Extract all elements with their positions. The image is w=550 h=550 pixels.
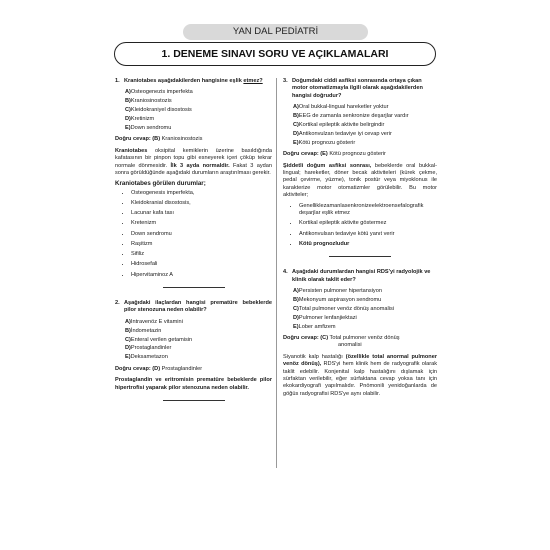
option-key: C) xyxy=(293,305,299,312)
option-text: Kötü prognozu gösterir xyxy=(298,139,356,146)
list-item: • Sifiliz xyxy=(131,251,272,258)
option-text: Mekonyum aspirasyon sendromu xyxy=(298,296,382,303)
option-key: D) xyxy=(293,314,299,321)
option-c xyxy=(283,306,437,313)
separator-rule xyxy=(163,287,225,288)
option-text: Intravenöz E vitamini xyxy=(130,318,183,325)
option-b xyxy=(115,98,272,105)
list-item: • Kortikal epileptik aktivite göstermez xyxy=(299,220,437,227)
option-key: A) xyxy=(125,318,131,325)
answer-label: Doğru cevap: (B) xyxy=(115,136,161,143)
option-e xyxy=(115,354,272,361)
list-item: • Hidrosefali xyxy=(131,261,272,268)
list-item: • Down sendromu xyxy=(131,231,272,238)
option-d xyxy=(115,345,272,352)
question-number: 4. xyxy=(283,269,288,276)
list-item: • Hipervitaminoz A xyxy=(131,272,272,279)
option-key: E) xyxy=(293,323,299,330)
answer-label: Doğru cevap: (D) xyxy=(115,365,161,372)
explanation-emphasis: (özellikle total anormal pulmoner venöz dönüş), xyxy=(283,353,437,368)
separator-rule xyxy=(163,400,225,401)
option-key: A) xyxy=(293,287,299,294)
explanation-text: Siyanotik kalp hastalığı xyxy=(283,353,343,360)
option-b xyxy=(115,328,272,335)
answer xyxy=(115,136,272,143)
option-key: A) xyxy=(125,89,131,96)
option-text: Deksametazon xyxy=(130,354,168,361)
option-c xyxy=(283,122,437,129)
option-key: C) xyxy=(125,107,131,114)
list-item: • Raşitizm xyxy=(131,241,272,248)
explanation-text: RDS'yi hem klinik hem de radyografik olarak taklit edebilir. Konjenital kalp hastalığını dışlamak için sürfaktan verilebilir, eğer sürfaktana cevap yoksa tanı için ekokardiyografi yapılmalıdır. Pnömonili yenidoğanlarda de göğüs radyografisi RDS'ye aynı olabilir. xyxy=(283,361,437,397)
option-c xyxy=(115,337,272,344)
explanation xyxy=(283,354,437,398)
option-text: Kraniosinostozis xyxy=(130,98,172,105)
list-item: • Kretenizm xyxy=(131,220,272,227)
explanation xyxy=(115,148,272,178)
option-key: B) xyxy=(293,113,299,120)
option-key: E) xyxy=(125,125,131,132)
question-text xyxy=(124,78,272,85)
question-text: Doğumdaki ciddi asfiksi sonrasında ortaya çıkan motor otomatizmayla ilgili olarak aşağıdakilerden hangisi doğrudur? xyxy=(292,78,423,99)
answer xyxy=(283,335,437,350)
list-item: • Osteogenesis imperfekta, xyxy=(131,190,272,197)
option-text: Antikonvulzan tedaviye iyi cevap verir xyxy=(298,130,392,137)
option-b xyxy=(283,113,437,120)
option-key: D) xyxy=(125,345,131,352)
answer xyxy=(115,366,272,373)
question-number: 2. xyxy=(115,299,120,306)
option-e xyxy=(283,324,437,331)
question-4 xyxy=(283,269,437,284)
condition-list xyxy=(115,190,272,279)
answer-text: Prostaglandinler xyxy=(161,365,203,372)
option-key: C) xyxy=(125,336,131,343)
explanation-term: Kraniotabes xyxy=(115,147,148,154)
option-text: Kleidokraniyel disostosis xyxy=(130,107,192,114)
option-key: B) xyxy=(125,327,131,334)
option-a xyxy=(115,89,272,96)
explanation-text: bebeklerde oral bukkal-lingual; hareketler, döner becak aktiviteleri (kürek çekme, pedal çevirme, yüzme), tonik postür veya miyoklonus ile karakterize motor otomatizmler görülebilir. Bu motor aktiviteler; xyxy=(283,162,437,199)
option-text: Pulmoner lenfanjiektazi xyxy=(298,314,357,321)
list-title: Kraniotabes görülen durumlar; xyxy=(115,180,206,188)
right-column xyxy=(283,78,437,401)
option-text: Kortikal epileptik aktivite belirgindir xyxy=(298,122,385,129)
question-number: 3. xyxy=(283,78,288,84)
option-text: Kretinizm xyxy=(130,116,155,123)
question-number: 1. xyxy=(115,78,120,84)
question-text: Aşağıdaki ilaçlardan hangisi prematüre bebeklerde pilor stenozuna neden olabilir? xyxy=(124,299,272,314)
option-key: D) xyxy=(125,116,131,123)
option-key: E) xyxy=(125,354,131,361)
option-text: Lober amfizem xyxy=(298,323,336,330)
option-a xyxy=(283,288,437,295)
section-label: YAN DAL PEDİATRİ xyxy=(183,24,368,40)
option-text: Total pulmoner venöz dönüş anomalisi xyxy=(298,305,395,312)
page-title: 1. DENEME SINAVI SORU VE AÇIKLAMALARI xyxy=(114,42,436,66)
question-text-part: Kraniotabes aşağıdakilerden hangisine eşlik xyxy=(124,78,242,84)
explanation-text: Fakat 3 aydan sonra görüldüğünde aşağıdaki durumların araştırılması gerekir. xyxy=(115,162,272,177)
question-3 xyxy=(283,78,437,100)
option-text: EEG de zamanla senkronize deşarjlar vardır xyxy=(298,113,409,120)
answer-label: Doğru cevap: (E) xyxy=(283,151,328,158)
option-e xyxy=(283,140,437,147)
list-item: • Genelliklezamanlasenkronizeelektroensefalografik deşarjlar eşlik etmez xyxy=(299,203,437,218)
column-divider xyxy=(276,78,277,468)
feature-list xyxy=(283,203,437,248)
list-item: • Lacunar kafa tası xyxy=(131,210,272,217)
question-2 xyxy=(115,300,272,315)
question-text: Aşağıdaki durumlardan hangisi RDS'yi radyolojik ve klinik olarak taklit eder? xyxy=(292,269,431,283)
option-text: Oral bukkal-lingual hareketler yoktur xyxy=(298,104,389,111)
option-text: Prostaglandinler xyxy=(130,345,172,352)
option-a xyxy=(115,319,272,326)
list-item: • Kleidokranial disostosis, xyxy=(131,200,272,207)
option-key: A) xyxy=(293,104,299,111)
explanation xyxy=(283,163,437,200)
explanation-emphasis: İlk 3 ayda normaldir. xyxy=(170,162,230,169)
option-d xyxy=(283,131,437,138)
option-c xyxy=(115,107,272,114)
question-1 xyxy=(115,78,272,85)
option-key: D) xyxy=(293,130,299,137)
option-a xyxy=(283,104,437,111)
option-text: İndometazin xyxy=(130,327,162,334)
option-text: Persisten pulmoner hipertansiyon xyxy=(298,287,382,294)
option-key: B) xyxy=(125,98,131,105)
explanation-term: Şiddetli doğum asfiksi sonrası, xyxy=(283,162,372,169)
option-text: Osteogenezis imperfekta xyxy=(130,89,193,96)
explanation-text: oksipital kemiklerin üzerine basıldığında kafatasının bir pinpon topu gibi esneyerek içeri çöküp tekrar normale dönmesidir. xyxy=(115,147,273,169)
left-column xyxy=(115,78,272,413)
question-emphasis: etmez? xyxy=(243,78,263,84)
option-text: Enteral verilen getamisin xyxy=(130,336,193,343)
option-key: B) xyxy=(293,296,299,303)
option-key: C) xyxy=(293,122,299,129)
answer-text: Kötü prognozu gösterir xyxy=(329,151,386,158)
option-key: E) xyxy=(293,139,299,146)
list-item: • Kötü prognozludur xyxy=(299,241,437,248)
answer-text: Kraniosinostozis xyxy=(161,136,203,143)
option-e xyxy=(115,125,272,132)
answer-text: anomalisi xyxy=(338,342,362,349)
answer-label: Doğru cevap: (C) xyxy=(283,334,329,341)
option-b xyxy=(283,297,437,304)
explanation: Prostaglandin ve eritromisin prematüre bebeklerde pilor hipertrofisi yaparak pilor stenozuna neden olabilir. xyxy=(115,377,272,391)
option-text: Down sendromu xyxy=(130,125,172,132)
list-item: • Antikonvulsan tedaviye kötü yanıt verir xyxy=(299,231,437,238)
answer xyxy=(283,151,437,158)
option-d xyxy=(283,315,437,322)
separator-rule xyxy=(329,256,391,257)
option-d xyxy=(115,116,272,123)
answer-text: Total pulmoner venöz dönüş xyxy=(329,334,400,341)
